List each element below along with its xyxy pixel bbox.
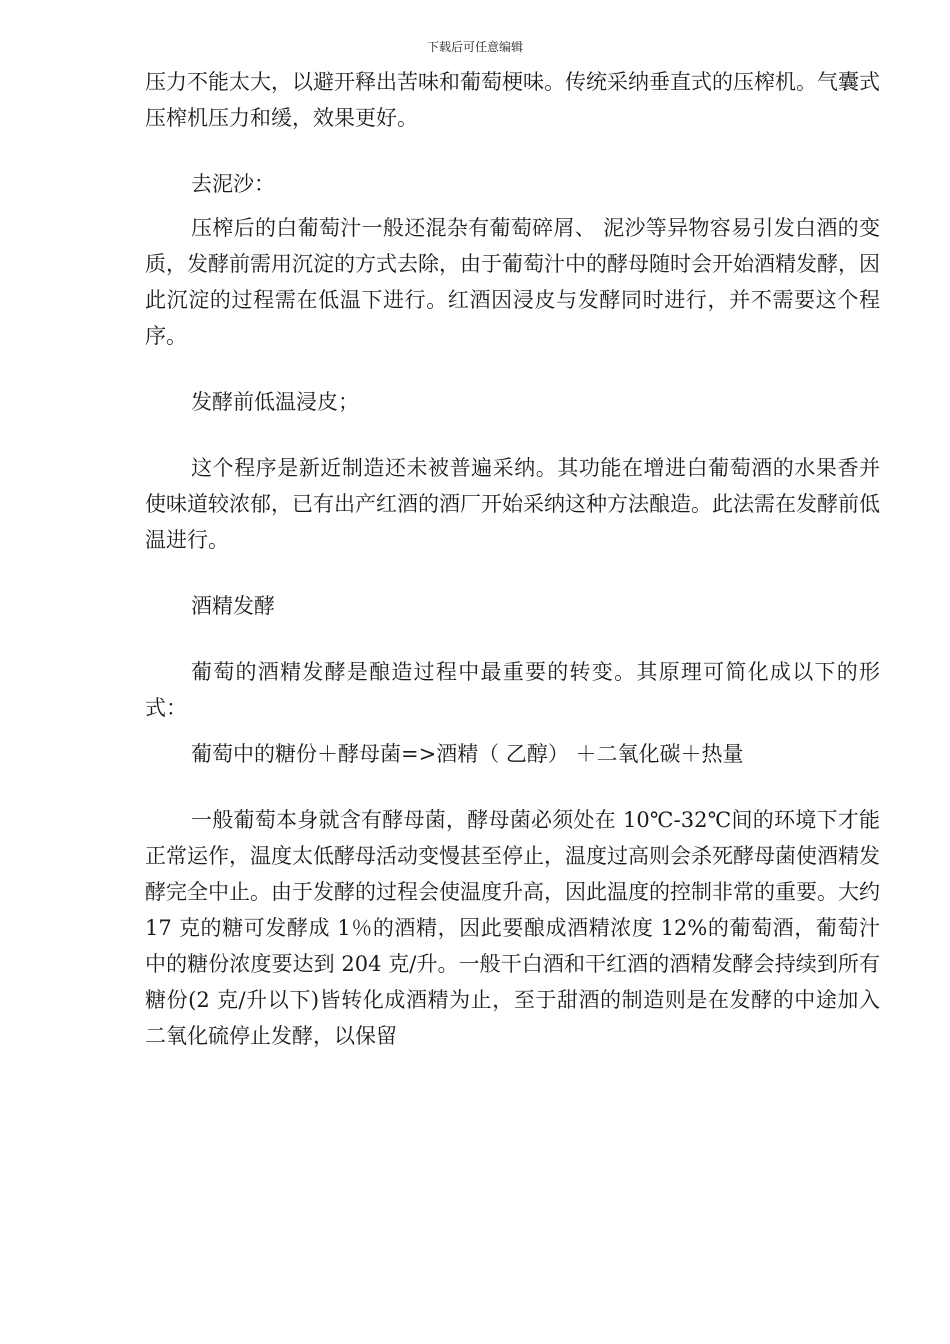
document-body: [145, 64, 880, 1054]
paragraph-press-pressure: 压力不能太大，以避开释出苦味和葡萄梗味。传统采纳垂直式的压榨机。气囊式压榨机压力和缓，效果更好。: [145, 70, 880, 130]
heading-cold-maceration: 发酵前低温浸皮；: [191, 390, 359, 414]
paragraph-cold-maceration: 这个程序是新近制造还未被普遍采纳。其功能在增进白葡萄酒的水果香并使味道较浓郁，已有出产红酒的酒厂开始采纳这种方法酿造。此法需在发酵前低温进行。: [145, 456, 880, 552]
fermentation-formula: 葡萄中的糖份＋酵母菌=>酒精（ 乙醇） ＋二氧化碳＋热量: [191, 742, 744, 766]
paragraph-sediment: 压榨后的白葡萄汁一般还混杂有葡萄碎屑、 泥沙等异物容易引发白酒的变质，发酵前需用沉淀的方式去除，由于葡萄汁中的酵母随时会开始酒精发酵，因此沉淀的过程需在低温下进行。红酒因浸皮与发酵同时进行，并不需要这个程序。: [145, 216, 880, 348]
heading-alcohol-fermentation: 酒精发酵: [191, 594, 275, 618]
paragraph-fermentation-intro: 葡萄的酒精发酵是酿造过程中最重要的转变。其原理可简化成以下的形式：: [145, 660, 880, 720]
paragraph-yeast-temperature: 一般葡萄本身就含有酵母菌，酵母菌必须处在 10℃-32℃间的环境下才能正常运作，温度太低酵母活动变慢甚至停止，温度过高则会杀死酵母菌使酒精发酵完全中止。由于发酵的过程会使温度升高，因此温度的控制非常的重要。大约 17 克的糖可发酵成 1％的酒精，因此要酿成酒精浓度 12%的葡萄酒，葡萄汁中的糖份浓度要达到 204 克/升。一般干白酒和干红酒的酒精发酵会持续到所有糖份(2 克/升以下)皆转化成酒精为止，至于甜酒的制造则是在发酵的中途加入二氧化硫停止发酵，以保留: [145, 808, 880, 1048]
heading-remove-sediment: 去泥沙：: [191, 172, 275, 196]
page-header: 下载后可任意编辑: [426, 40, 523, 54]
